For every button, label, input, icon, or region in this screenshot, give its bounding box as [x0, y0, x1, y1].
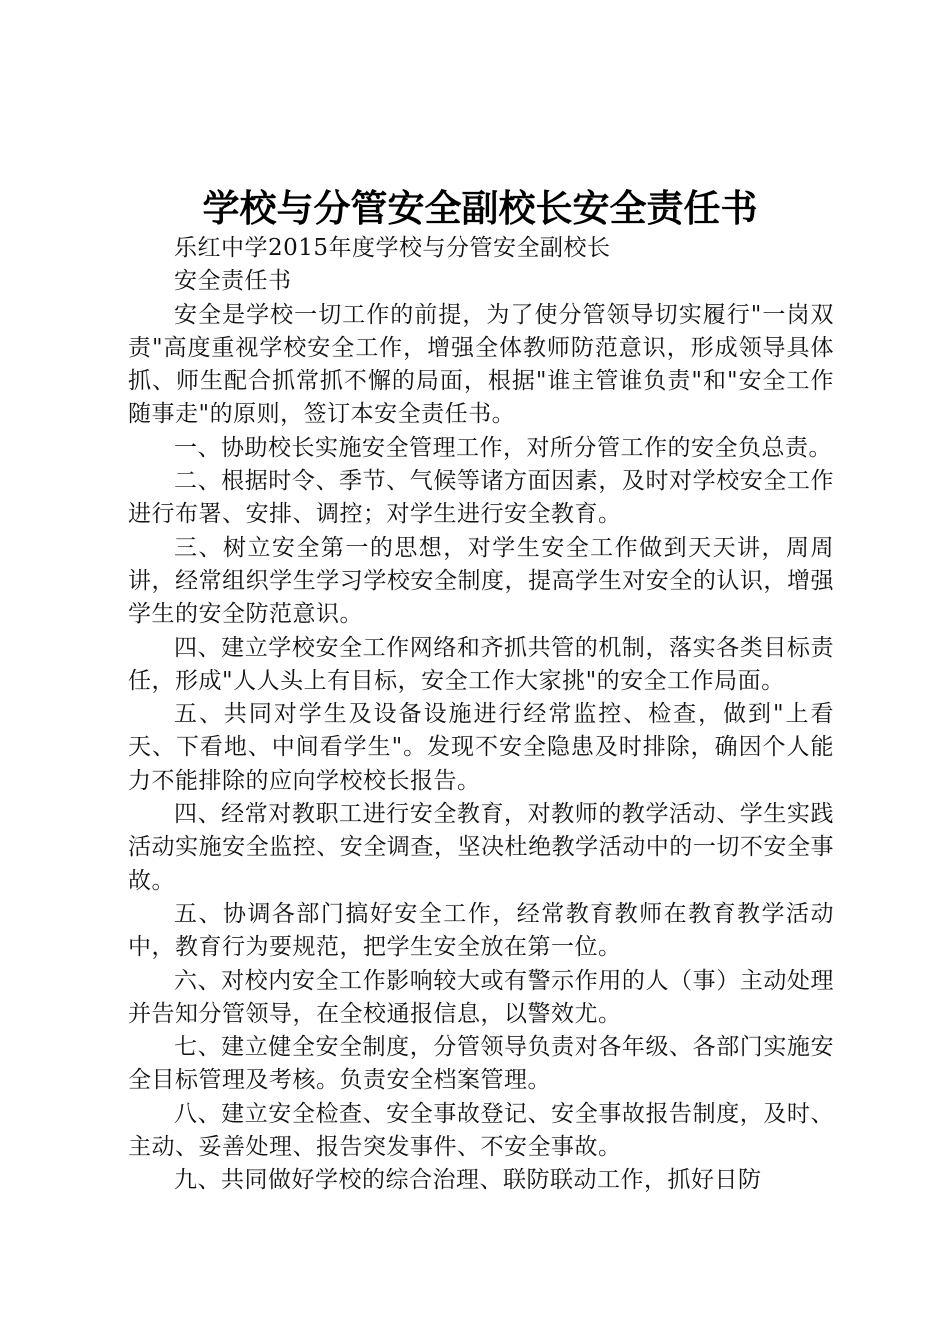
- paragraph-item-2: 二、根据时令、季节、气候等诸方面因素，及时对学校安全工作进行布署、安排、调控；对学生进行安全教育。: [128, 468, 834, 528]
- paragraph-item-5b: 五、协调各部门搞好安全工作，经常教育教师在教育教学活动中，教育行为要规范，把学生安全放在第一位。: [128, 900, 834, 961]
- document-title: 学校与分管安全副校长安全责任书: [202, 186, 758, 230]
- document-body: [128, 232, 834, 1198]
- paragraph-intro: 安全是学校一切工作的前提，为了使分管领导切实履行"一岗双责"高度重视学校安全工作，增强全体教师防范意识，形成领导具体抓、师生配合抓常抓不懈的局面，根据"谁主管谁负责"和"安全工作随事走"的原则，签订本安全责任书。: [128, 301, 834, 428]
- paragraph-item-9: 九、共同做好学校的综合治理、联防联动工作，抓好日防: [174, 1167, 762, 1194]
- paragraph-item-4: 四、建立学校安全工作网络和齐抓共管的机制，落实各类目标责任，形成"人人头上有目标，安全工作大家挑"的安全工作局面。: [128, 634, 834, 694]
- paragraph-school-year-heading: 乐红中学2015年度学校与分管安全副校长: [174, 235, 611, 261]
- paragraph-subtitle: 安全责任书: [174, 268, 292, 295]
- paragraph-item-5: 五、共同对学生及设备设施进行经常监控、检查，做到"上看天、下看地、中间看学生"。发现不安全隐患及时排除，确因个人能力不能排除的应向学校校长报告。: [128, 701, 834, 794]
- paragraph-item-3: 三、树立安全第一的思想，对学生安全工作做到天天讲，周周讲，经常组织学生学习学校安全制度，提高学生对安全的认识，增强学生的安全防范意识。: [128, 534, 834, 628]
- paragraph-item-1: 一、协助校长实施安全管理工作，对所分管工作的安全负总责。: [174, 434, 832, 461]
- paragraph-item-4b: 四、经常对教职工进行安全教育，对教师的教学活动、学生实践活动实施安全监控、安全调查，坚决杜绝教学活动中的一切不安全事故。: [128, 801, 834, 894]
- paragraph-item-6: 六、对校内安全工作影响较大或有警示作用的人（事）主动处理并告知分管领导，在全校通报信息，以警效尤。: [128, 967, 834, 1027]
- paragraph-item-8: 八、建立安全检查、安全事故登记、安全事故报告制度，及时、主动、妥善处理、报告突发事件、不安全事故。: [128, 1100, 834, 1161]
- paragraph-item-7: 七、建立健全安全制度，分管领导负责对各年级、各部门实施安全目标管理及考核。负责安全档案管理。: [128, 1034, 834, 1094]
